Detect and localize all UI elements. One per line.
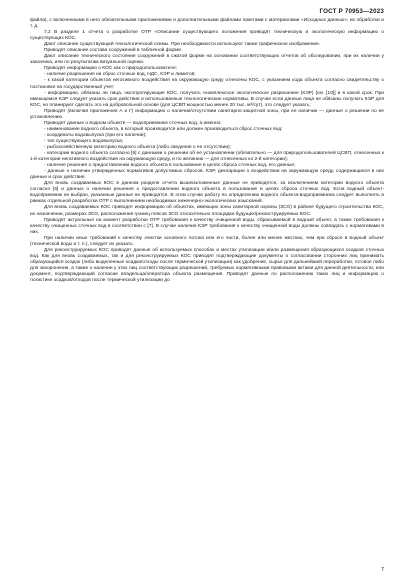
paragraph: Для вновь создаваемых КОС в данном разделе отчета вышеизложенные данные не приводятся, за исключением категории водного объекта согласно [6] и данных о наличии решения о предоставлении водного объекта в пользование в целях сброса сточных вод. Если водный объект-водоприемник не выбран, указанные данные не приводятся. В этом случае работу по определению водного объекта-водоприемника следует выполнять в рамках отдельной разработки ОТР с выполнением необходимых инженерно-экологических изысканий.: [30, 181, 384, 205]
paragraph: файла), с включенными в него обязательными приложениями и дополнительными файлами пакетами с материалами «Исходных данных», их обработки и т. д.: [30, 18, 384, 30]
document-body: [30, 18, 384, 284]
paragraph: Приводят (включая приложения А и Г) информацию о наличии/отсутствии санитарно-защитной зоны, при ее наличии — данные о решении по ее установлению.: [30, 108, 384, 120]
paragraph: При наличии иных требований к качеству очистки основного потока или его части, более или менее жестких, чем при сбросе в водный объект (технической воды и т. п.), следует их указать.: [30, 235, 384, 247]
page-number: 7: [380, 567, 384, 573]
paragraph: Дают описание технического состояния сооружений в сжатой форме на основании соответствующих отчетов об обследовании, при их наличии у заказчика, или по результатам визуальной оценки.: [30, 54, 384, 66]
paragraph: Приводят данные о водном объекте — водоприемнике сточных вод, а именно:: [44, 120, 222, 126]
list-item: - к какой категории объектов негативного воздействия на окружающую среду отнесены КОС, с указанием кода объекта согласно свидетельству о постановке на государственный учет;: [30, 78, 384, 90]
document-id-header: ГОСТ Р 70953—2023: [319, 8, 384, 15]
list-item: - координаты водовыпуска (при его наличии);: [44, 132, 147, 138]
paragraph: Приводят актуальные на момент разработки ОТР требования к качеству очищенной воды, сбрасываемой в водный объект, а также требования к качеству очищенных сточных вод в соответствии с [7]. В случае наличия КЭР требования к качеству очищенной воды должны совпадать с нормативами в них.: [30, 217, 384, 235]
paragraph: Для вновь создаваемых КОС приводят информацию об объектах, имеющих зоны санитарной охраны (ЗСО) в районе будущего строительства КОС, их назначении, размерах ЗСО, расположения границ поясов ЗСО относительно площадки будущих/реконструируемых КОС.: [30, 205, 384, 217]
list-item: - тип существующего водовыпуска;: [44, 138, 124, 144]
list-item: - наличие решения о предоставлении водного объекта в пользование в целях сброса сточных вод, его данные;: [44, 163, 296, 169]
paragraph: Приводят описание состава сооружений в табличной форме.: [44, 48, 183, 54]
list-item: - данные о наличии утвержденных нормативов допустимых сбросов. КЭР, декларации о воздействии на окружающую среду, содержащиеся в них данные и срок действия.: [30, 169, 384, 181]
paragraph: 7.2 В разделе 1 отчета о разработке ОТР «Описание существующего положения приводят техническую и экологическую информацию о существующих КОС.: [30, 30, 384, 42]
list-item: - наименование водного объекта, в который производится или должен производиться сброс сточных вод:: [44, 126, 283, 132]
list-item: - категории водного объекта согласно [6] с данными о решении об ее установлении (обязательно — для природопользователей ЦСВП, отнесенных к 1-й категории негативного воздействия на окружающую среду, и по желанию — для отнесенных ко 2-й категории);: [30, 151, 384, 163]
list-item: - информацию, обязаны ли лица, эксплуатирующие КОС, получать «комплексное экологическое разрешение (КЭР) [см. [10]] и в какой срок. При имеющемся КЭР следует указать срок действия и использованные технологические нормативы. В случае если данные лица не обязаны получать КЭР для КОС, но планируют сделать это на добровольной основе (для ЦСВП мощностью менее 20 тыс. м³/сут), это следует указать;: [30, 90, 384, 108]
paragraph: Дают описание существующей технологической схемы. При необходимости используют также графическое изображение.: [44, 42, 321, 48]
list-item: - рыбохозяйственную категорию водного объекта (либо сведения о ее отсутствии);: [44, 144, 231, 150]
paragraph: Для реконструируемых КОС приводят данные об используемых способах и местах утилизации и/или размещения образующихся осадков сточных вод. Как для вновь создаваемых, так и для реконструируемых КОС приводят подтверждающие документы о согласовании сторонних лиц принимать образующийся осадок (либо выделенные осадки/отходы после термической утилизации) как удобрение, сырье для дальнейшей переработки, готовое либо для захоронения, а также о наличии у этих лиц соответствующих разрешений, требуемых нормативными правовыми актами для данной деятельности, или документ, подтверждающий согласие владельца/оператора объекта размещения. Приводят данные по расположению таких лиц и информацию о логистике осадков/отходов после термической утилизации до: [30, 247, 384, 284]
list-item: - наличие разрешения на сброс сточных вод, НДС, КЭР и лимитов;: [44, 72, 196, 78]
paragraph: Приводят информацию о КОС как о природопользователе:: [44, 66, 177, 72]
